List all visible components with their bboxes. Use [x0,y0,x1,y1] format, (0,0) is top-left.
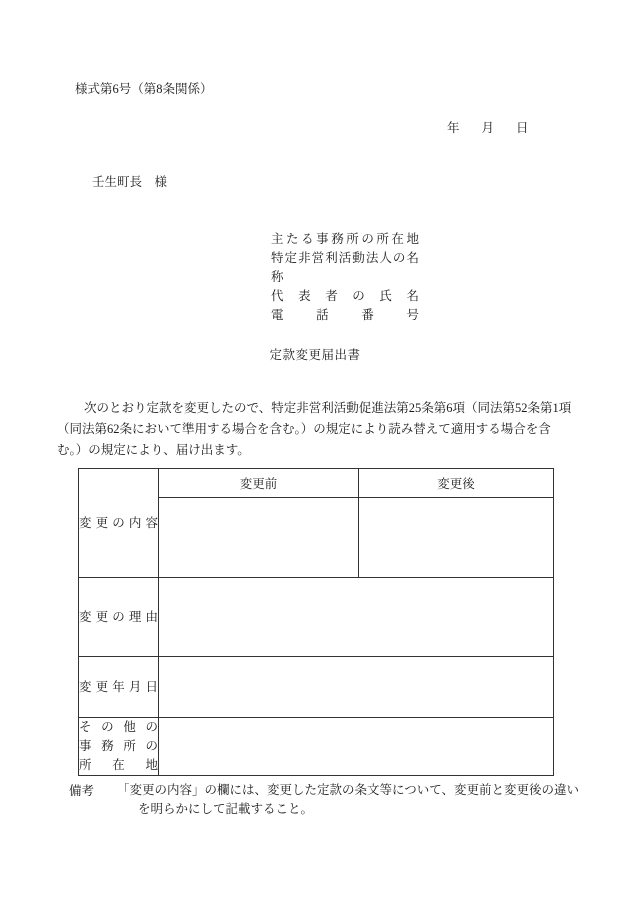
row-label-change-reason: 変更の理由 [79,578,159,657]
date-line [447,118,529,136]
date-month-label: 月 [481,121,495,135]
body-paragraph [57,398,571,461]
body-line: む。）の規定により、届け出ます。 [57,443,250,457]
sender-office-address-label: 主たる事務所の所在地 [271,232,419,246]
form-number: 様式第6号（第8条関係） [75,82,213,96]
row-label-change-date: 変更年月日 [79,657,159,718]
body-line: 次のとおり定款を変更したので、特定非営利活動促進法第25条第6項（同法第52条第1項 [84,401,572,415]
column-header-after: 変更後 [359,469,554,498]
body-line: （同法第62条において準用する場合を含む。）の規定により読み替えて適用する場合を含 [57,422,551,436]
cell-change-date [159,657,554,718]
cell-change-content-before [159,498,359,578]
row-label-other-office-address: その他の 事務所の 所在地 [79,718,159,776]
note-text-line: 「変更の内容」の欄には、変更した定款の条文等について、変更前と変更後の違い [117,783,580,797]
note-label: 備考 [69,784,95,798]
cell-change-content-after [359,498,554,578]
change-details-table [78,468,554,776]
date-year-label: 年 [447,121,460,135]
sender-fields-block [271,230,419,325]
date-day-label: 日 [516,121,529,135]
cell-other-office-address [159,718,554,776]
column-header-before: 変更前 [159,469,359,498]
addressee: 壬生町長 様 [92,175,168,189]
sender-phone-number-label: 電話番号 [271,308,419,322]
note-text-line: を明らかにして記載すること。 [138,802,314,816]
sender-corporation-name-label: 特定非営利活動法人の名称 [271,251,419,284]
cell-change-reason [159,578,554,657]
row-label-change-content: 変更の内容 [79,469,159,578]
document-title: 定款変更届出書 [269,348,361,362]
sender-representative-name-label: 代表者の氏名 [271,289,419,303]
